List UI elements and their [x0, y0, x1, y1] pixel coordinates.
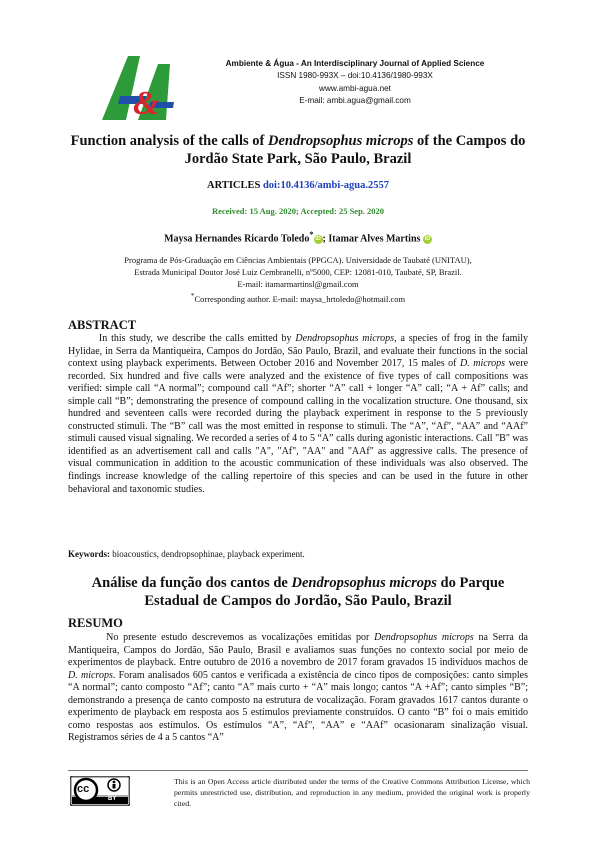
doi-link[interactable]: doi:10.4136/ambi-agua.2557: [262, 180, 389, 191]
articles-label: ARTICLES: [207, 180, 263, 191]
license-text: This is an Open Access article distributed under the terms of the Creative Commons Attribution License, which permits unrestricted use, distribution, and reproduction in any medium, provided the original work is properly cited.: [174, 777, 530, 809]
article-type: [68, 180, 528, 191]
orcid-icon[interactable]: iD: [424, 236, 431, 243]
journal-issn: ISSN 1980-993X – doi:10.4136/1980-993X: [277, 71, 433, 81]
author-1: Maysa Hernandes Ricardo Toledo: [164, 233, 310, 245]
cc-icon: cc: [77, 783, 90, 795]
by-icon: BY: [108, 796, 117, 802]
svg-text:&: &: [133, 85, 160, 122]
species-name: Dendropsophus microps: [291, 575, 437, 591]
creative-commons-badge[interactable]: [70, 776, 130, 806]
abstract-body: In this study, we describe the calls emitted by Dendropsophus microps, a species of frog in the family Hylidae, in Serra da Mantiqueira, Campos do Jordão, São Paulo, Brazil, and evaluate their functions in the social context using playback experiments. Between October 2016 and November 2017, 15 males of D. microps were recorded. Six hundred and five calls were analyzed and the existence of five types of call compositions was verified: simple call “A normal”; compound call “Af”; shorter “A” call + longer “A” call; “A + Af” calls; and simple call “B”; demonstrating the presence of compound calling in the vocalization structure. One thousand, six hundred and seventeen calls were recorded during the playback experiment in response to the 5 previously constructed stimuli. The “B” call was the most emitted in response to stimuli. The “A”, “Af”, “AA” and “AAf” stimuli caused visual signaling. We recorded a series of 4 to 5 “A” calls during agonistic interactions. Call "B" was identified as an advertisement call and calls "A", "Af", "AA" and "AAf" as aggressive calls. The presence of visual communication in addition to the acoustic communication of these individuals was also observed. The findings increase knowledge of the calling repertoire of this species and can be used in the future in other behavioral and taxonomic studies.: [68, 333, 529, 495]
article-title-pt: Análise da função dos cantos de Dendropsophus microps do Parque Estadual de Campos do Jordão, São Paulo, Brazil: [91, 575, 505, 609]
abstract-heading: ABSTRACT: [68, 318, 137, 332]
affiliation: Programa de Pós-Graduação em Ciências Ambientais (PPGCA). Universidade de Taubaté (UNITAU), Estrada Municipal Doutor José Luiz Cembranelli, nº5000, CEP: 12081-010, Taubaté, SP, Brazil. E-mail: itamarmartinsl@gmail.com *Corresponding author. E-mail: maysa_hrtoledo@hotmail.com: [68, 254, 528, 305]
resumo-body: No presente estudo descrevemos as vocalizações emitidas por Dendropsophus microps na Serra da Mantiqueira, Campos do Jordão, São Paulo, Brasil e avaliamos suas funções no contexto social por meio de experimentos de playback. Entre outubro de 2016 a novembro de 2017 foram gravados 15 indivíduos machos de D. microps. Foram analisados 605 cantos e verificada a existência de cinco tipos de composições: canto simples “A normal”; canto composto “Af”; canto “A” mais curto + “A” mais longo; cantos “A +Af”; canto simples “B”; demonstrando a presença de canto composto na estrutura de vocalização. Foram gravados 1617 cantos durante o experimento de playback em resposta aos 5 estímulos previamente construídos. O canto “B” foi o mais emitido como respostas aos estímulos. Os estímulos “A”, “Af”, “AA” e “AAf” ocasionaram sinalização visual. Registramos séries de 4 a 5 cantos “A”: [68, 632, 529, 744]
author-email: E-mail: itamarmartinsl@gmail.com: [237, 279, 359, 289]
article-title-en: Function analysis of the calls of Dendropsophus microps of the Campos do Jordão State Park, São Paulo, Brazil: [70, 133, 526, 167]
received-dates: Received: 15 Aug. 2020; Accepted: 25 Sep. 2020: [211, 206, 385, 216]
resumo-heading: RESUMO: [68, 616, 123, 630]
journal-email[interactable]: E-mail: ambi.agua@gmail.com: [299, 96, 411, 106]
orcid-icon[interactable]: iD: [315, 236, 321, 243]
author-list: Maysa Hernandes Ricardo Toledo*iD ; Itamar Alves Martins iD: [164, 230, 431, 245]
corresponding-author: *Corresponding author. E-mail: maysa_hrtoledo@hotmail.com: [190, 292, 406, 304]
author-2: Itamar Alves Martins: [328, 233, 421, 245]
keywords: Keywords: bioacoustics, dendropsophinae, playback experiment.: [68, 549, 305, 559]
keywords-label: Keywords:: [68, 549, 113, 559]
journal-title: Ambiente & Água - An Interdisciplinary Journal of Applied Science: [225, 59, 485, 68]
corresponding-mark: *: [309, 230, 314, 239]
journal-header: [190, 58, 520, 108]
journal-website[interactable]: www.ambi-agua.net: [319, 83, 391, 93]
journal-logo: [100, 50, 178, 122]
footer-divider: [68, 770, 528, 771]
species-name: Dendropsophus microps: [267, 133, 414, 149]
